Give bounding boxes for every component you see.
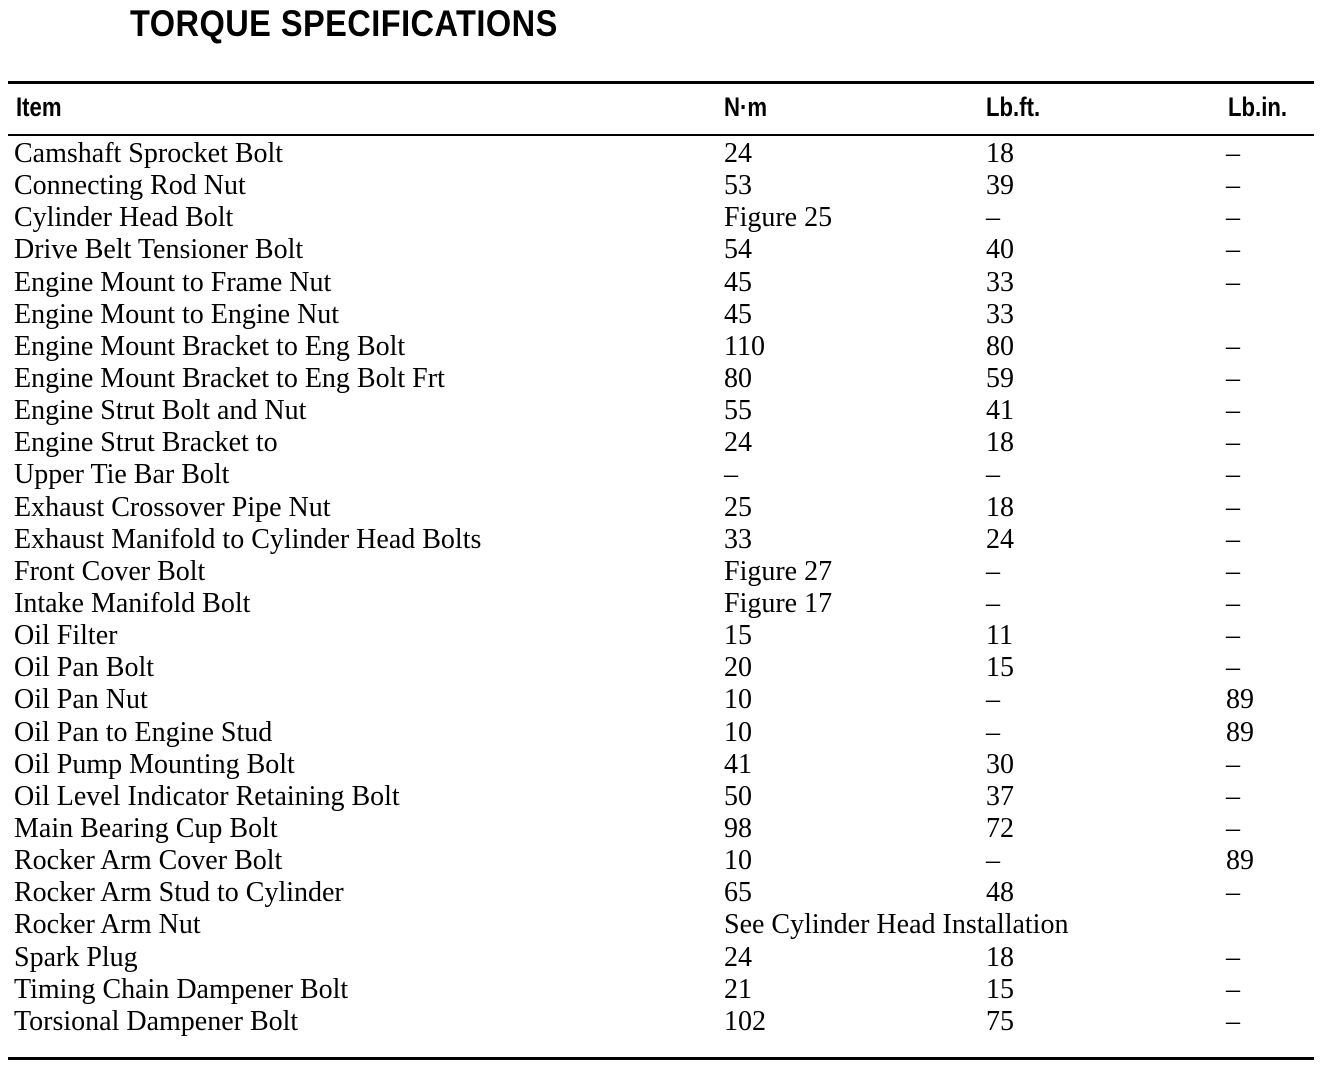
table-row bbox=[0, 524, 1328, 556]
cell-lbin: – bbox=[1226, 170, 1240, 202]
table-row bbox=[0, 331, 1328, 363]
cell-nm: 10 bbox=[724, 716, 752, 748]
cell-item: Oil Level Indicator Retaining Bolt bbox=[14, 780, 400, 812]
table-row bbox=[0, 363, 1328, 395]
cell-item: Oil Pan to Engine Stud bbox=[14, 716, 273, 748]
cell-item: Exhaust Manifold to Cylinder Head Bolts bbox=[14, 523, 482, 555]
table-row bbox=[0, 749, 1328, 781]
cell-lbft: 59 bbox=[986, 362, 1014, 394]
cell-lbin: – bbox=[1226, 652, 1240, 684]
cell-lbft: 72 bbox=[986, 812, 1014, 844]
cell-item: Rocker Arm Cover Bolt bbox=[14, 845, 283, 877]
cell-lbin: – bbox=[1226, 587, 1240, 619]
cell-item: Connecting Rod Nut bbox=[14, 170, 246, 202]
cell-lbft: – bbox=[986, 845, 1000, 877]
cell-lbin: – bbox=[1226, 877, 1240, 909]
cell-nm: 24 bbox=[724, 941, 752, 973]
cell-item: Oil Pan Nut bbox=[14, 684, 148, 716]
cell-lbft: 40 bbox=[986, 234, 1014, 266]
cell-lbft: 18 bbox=[986, 427, 1014, 459]
table-row bbox=[0, 299, 1328, 331]
cell-lbft: 18 bbox=[986, 941, 1014, 973]
cell-lbft: 33 bbox=[986, 298, 1014, 330]
table-row bbox=[0, 620, 1328, 652]
cell-lbin: – bbox=[1226, 523, 1240, 555]
cell-lbin: – bbox=[1226, 620, 1240, 652]
cell-item: Engine Mount to Engine Nut bbox=[14, 298, 340, 330]
table-row bbox=[0, 556, 1328, 588]
cell-lbft: – bbox=[986, 459, 1000, 491]
cell-item: Spark Plug bbox=[14, 941, 138, 973]
cell-item: Engine Strut Bolt and Nut bbox=[14, 395, 307, 427]
cell-item: Torsional Dampener Bolt bbox=[14, 1005, 299, 1037]
cell-lbft: – bbox=[986, 202, 1000, 234]
table-row bbox=[0, 202, 1328, 234]
cell-lbft: – bbox=[986, 684, 1000, 716]
cell-lbin: – bbox=[1226, 780, 1240, 812]
cell-lbft: 15 bbox=[986, 652, 1014, 684]
table-row bbox=[0, 234, 1328, 266]
bottom-rule bbox=[8, 1057, 1314, 1060]
cell-nm: 45 bbox=[724, 298, 752, 330]
cell-nm: 50 bbox=[724, 780, 752, 812]
table-row bbox=[0, 974, 1328, 1006]
cell-item: Intake Manifold Bolt bbox=[14, 587, 251, 619]
table-row bbox=[0, 427, 1328, 459]
cell-nm: 98 bbox=[724, 812, 752, 844]
cell-lbft: 18 bbox=[986, 138, 1014, 169]
cell-lbin: – bbox=[1226, 748, 1240, 780]
cell-nm: 25 bbox=[724, 491, 752, 523]
cell-item: Engine Mount Bracket to Eng Bolt Frt bbox=[14, 362, 445, 394]
cell-lbin: – bbox=[1226, 202, 1240, 234]
cell-nm: 10 bbox=[724, 684, 752, 716]
cell-lbft: 11 bbox=[986, 620, 1013, 652]
table-row bbox=[0, 395, 1328, 427]
table-row bbox=[0, 1006, 1328, 1038]
cell-lbin: 89 bbox=[1226, 845, 1254, 877]
cell-nm: 10 bbox=[724, 845, 752, 877]
top-rule bbox=[8, 81, 1314, 84]
cell-nm: Figure 27 bbox=[724, 555, 833, 587]
cell-nm: Figure 17 bbox=[724, 587, 833, 619]
cell-item: Oil Filter bbox=[14, 620, 118, 652]
cell-lbft: 18 bbox=[986, 491, 1014, 523]
cell-nm: 21 bbox=[724, 973, 752, 1005]
cell-lbft: 75 bbox=[986, 1005, 1014, 1037]
cell-item: Timing Chain Dampener Bolt bbox=[14, 973, 349, 1005]
table-row bbox=[0, 813, 1328, 845]
table-row bbox=[0, 942, 1328, 974]
cell-lbft: 24 bbox=[986, 523, 1014, 555]
cell-lbft: 37 bbox=[986, 780, 1014, 812]
cell-lbft: – bbox=[986, 555, 1000, 587]
cell-item: Rocker Arm Stud to Cylinder bbox=[14, 877, 344, 909]
cell-lbin: – bbox=[1226, 555, 1240, 587]
cell-lbft: 39 bbox=[986, 170, 1014, 202]
table-row bbox=[0, 459, 1328, 491]
cell-nm: 24 bbox=[724, 427, 752, 459]
header-lbft: Lb.ft. bbox=[986, 92, 1041, 122]
cell-lbin: – bbox=[1226, 941, 1240, 973]
torque-table-body bbox=[0, 138, 1328, 1038]
cell-lbin: – bbox=[1226, 491, 1240, 523]
cell-lbin: – bbox=[1226, 427, 1240, 459]
header-lbin: Lb.in. bbox=[1228, 92, 1288, 122]
cell-nm: 20 bbox=[724, 652, 752, 684]
cell-lbin: – bbox=[1226, 362, 1240, 394]
cell-item: Engine Mount to Frame Nut bbox=[14, 266, 332, 298]
cell-lbft: 15 bbox=[986, 973, 1014, 1005]
table-row bbox=[0, 781, 1328, 813]
cell-nm: 41 bbox=[724, 748, 752, 780]
cell-lbin: – bbox=[1226, 459, 1240, 491]
cell-lbft: 41 bbox=[986, 395, 1014, 427]
cell-item: Exhaust Crossover Pipe Nut bbox=[14, 491, 331, 523]
table-row bbox=[0, 267, 1328, 299]
cell-lbft: 48 bbox=[986, 877, 1014, 909]
cell-item: Camshaft Sprocket Bolt bbox=[14, 138, 284, 169]
cell-lbft: 30 bbox=[986, 748, 1014, 780]
cell-lbin: – bbox=[1226, 138, 1240, 169]
cell-lbin: – bbox=[1226, 330, 1240, 362]
table-row bbox=[0, 170, 1328, 202]
table-row bbox=[0, 877, 1328, 909]
cell-item: Oil Pump Mounting Bolt bbox=[14, 748, 295, 780]
cell-item: Main Bearing Cup Bolt bbox=[14, 812, 278, 844]
table-row bbox=[0, 138, 1328, 170]
cell-lbft: 33 bbox=[986, 266, 1014, 298]
cell-nm: See Cylinder Head Installation bbox=[724, 909, 1069, 941]
cell-nm: 80 bbox=[724, 362, 752, 394]
cell-nm: 65 bbox=[724, 877, 752, 909]
table-row bbox=[0, 717, 1328, 749]
cell-lbin: – bbox=[1226, 234, 1240, 266]
cell-nm: 55 bbox=[724, 395, 752, 427]
page-title: TORQUE SPECIFICATIONS bbox=[130, 3, 558, 44]
cell-item: Rocker Arm Nut bbox=[14, 909, 201, 941]
cell-item: Drive Belt Tensioner Bolt bbox=[14, 234, 304, 266]
cell-nm: 54 bbox=[724, 234, 752, 266]
table-row bbox=[0, 909, 1328, 941]
cell-nm: – bbox=[724, 459, 738, 491]
cell-nm: 24 bbox=[724, 138, 752, 169]
cell-lbin: – bbox=[1226, 266, 1240, 298]
cell-lbin: – bbox=[1226, 1005, 1240, 1037]
cell-lbin: 89 bbox=[1226, 716, 1254, 748]
cell-nm: 102 bbox=[724, 1005, 766, 1037]
cell-nm: Figure 25 bbox=[724, 202, 833, 234]
cell-nm: 110 bbox=[724, 330, 765, 362]
cell-item: Oil Pan Bolt bbox=[14, 652, 155, 684]
cell-item: Engine Strut Bracket to bbox=[14, 427, 278, 459]
cell-lbin: – bbox=[1226, 812, 1240, 844]
header-rule bbox=[8, 134, 1314, 136]
cell-nm: 45 bbox=[724, 266, 752, 298]
cell-lbft: – bbox=[986, 716, 1000, 748]
cell-item: Upper Tie Bar Bolt bbox=[14, 459, 230, 491]
cell-lbin: 89 bbox=[1226, 684, 1254, 716]
cell-nm: 53 bbox=[724, 170, 752, 202]
table-row bbox=[0, 652, 1328, 684]
header-nm: N·m bbox=[724, 92, 768, 122]
cell-lbft: – bbox=[986, 587, 1000, 619]
header-item: Item bbox=[16, 92, 62, 122]
cell-item: Engine Mount Bracket to Eng Bolt bbox=[14, 330, 406, 362]
table-row bbox=[0, 845, 1328, 877]
cell-nm: 15 bbox=[724, 620, 752, 652]
cell-nm: 33 bbox=[724, 523, 752, 555]
table-row bbox=[0, 588, 1328, 620]
cell-item: Cylinder Head Bolt bbox=[14, 202, 234, 234]
cell-lbin: – bbox=[1226, 395, 1240, 427]
table-row bbox=[0, 492, 1328, 524]
cell-item: Front Cover Bolt bbox=[14, 555, 206, 587]
cell-lbin: – bbox=[1226, 973, 1240, 1005]
table-row bbox=[0, 684, 1328, 716]
cell-lbft: 80 bbox=[986, 330, 1014, 362]
